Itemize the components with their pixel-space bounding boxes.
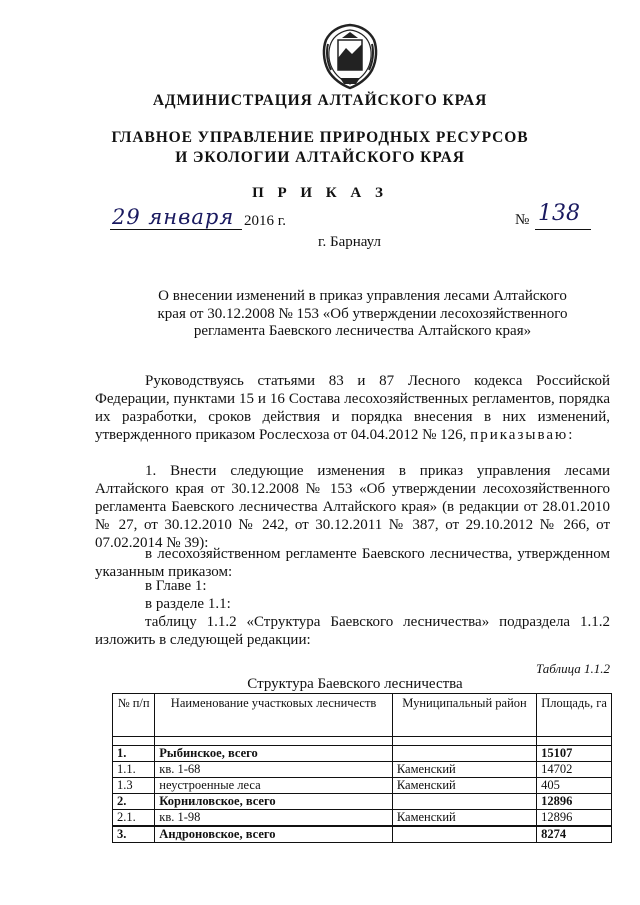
order-word: приказываю:	[470, 427, 575, 443]
handwritten-number: 138	[538, 201, 580, 226]
paragraph-item-1: 1. Внести следующие изменения в приказ управления лесами Алтайского края от 30.12.2008 № 153 «Об утверждении лесохозяйственного регламента Баевского лесничества Алтайского края» (в редакции от 28.01.2010 № 27, от 30.12.2010 № 242, от 30.12.2011 № 387, от 29.10.2012 № 266, от 07.02.2014 № 39):	[95, 463, 610, 551]
cell-name: Корниловское, всего	[155, 794, 393, 810]
table-row	[113, 746, 612, 762]
number-underline	[535, 229, 591, 230]
subject-line-2: края от 30.12.2008 № 153 «Об утверждении лесохозяйственного	[157, 305, 568, 322]
table-row	[113, 810, 612, 827]
cell-num: 2.1.	[113, 810, 155, 827]
order-subject	[120, 288, 605, 341]
number-label: №	[515, 212, 530, 228]
coat-of-arms-icon	[318, 22, 382, 90]
cell-name: Андроновское, всего	[155, 826, 393, 843]
header-num: № п/п	[113, 694, 155, 737]
table-row	[113, 794, 612, 810]
cell-district	[392, 826, 536, 843]
subject-line-3: регламента Баевского лесничества Алтайского края»	[193, 323, 532, 339]
date-year: 2016 г.	[244, 213, 286, 229]
paragraph-regulation: в лесохозяйственном регламенте Баевского лесничества, утвержденном указанным приказом:	[95, 546, 610, 580]
cell-district: Каменский	[392, 778, 536, 794]
header-district: Муниципальный район	[392, 694, 536, 737]
cell-area: 14702	[537, 762, 612, 778]
cell-num: 1.	[113, 746, 155, 762]
cell-area: 12896	[537, 810, 612, 827]
document-type: П Р И К А З	[252, 185, 388, 201]
cell-area: 405	[537, 778, 612, 794]
cell-district	[392, 746, 536, 762]
cell-num: 1.3	[113, 778, 155, 794]
cell-name: кв. 1-98	[155, 810, 393, 827]
department-title	[0, 128, 640, 168]
paragraph-chapter: в Главе 1:	[145, 578, 207, 594]
cell-district	[392, 794, 536, 810]
cell-num: 1.1.	[113, 762, 155, 778]
cell-district: Каменский	[392, 810, 536, 827]
cell-name: кв. 1-68	[155, 762, 393, 778]
table-title: Структура Баевского лесничества	[247, 676, 463, 692]
paragraph-table-ref: таблицу 1.1.2 «Структура Баевского лесничества» подраздела 1.1.2 изложить в следующей редакции:	[95, 614, 610, 648]
date-underline	[110, 229, 242, 230]
header-area: Площадь, га	[537, 694, 612, 737]
header-name: Наименование участковых лесничеств	[155, 694, 393, 737]
city: г. Барнаул	[318, 234, 381, 250]
handwritten-date: 29 января	[112, 205, 235, 229]
table-row	[113, 826, 612, 843]
cell-area: 8274	[537, 826, 612, 843]
table-row	[113, 778, 612, 794]
paragraph-basis	[95, 372, 610, 444]
cell-area: 15107	[537, 746, 612, 762]
basis-text: Руководствуясь статьями 83 и 87 Лесного кодекса Российской Федерации, пунктами 15 и 16 Состава лесохозяйственных регламентов, порядка их разработки, сроков действия и порядка внесения в них изменений, утвержденного приказом Рослесхоза от 04.04.2012 № 126,	[95, 373, 610, 443]
department-line-1: ГЛАВНОЕ УПРАВЛЕНИЕ ПРИРОДНЫХ РЕСУРСОВ	[111, 129, 529, 146]
table-number-label: Таблица 1.1.2	[535, 661, 610, 676]
paragraph-section: в разделе 1.1:	[145, 596, 231, 612]
forestry-structure-table	[112, 693, 612, 843]
cell-num: 3.	[113, 826, 155, 843]
cell-num: 2.	[113, 794, 155, 810]
subject-line-1: О внесении изменений в приказ управления лесами Алтайского	[158, 288, 567, 304]
table-header-row	[113, 694, 612, 737]
department-line-2: И ЭКОЛОГИИ АЛТАЙСКОГО КРАЯ	[175, 149, 465, 166]
cell-district: Каменский	[392, 762, 536, 778]
table-spacer-row	[113, 737, 612, 746]
cell-area: 12896	[537, 794, 612, 810]
cell-name: неустроенные леса	[155, 778, 393, 794]
administration-title: АДМИНИСТРАЦИЯ АЛТАЙСКОГО КРАЯ	[152, 92, 488, 109]
cell-name: Рыбинское, всего	[155, 746, 393, 762]
table-row	[113, 762, 612, 778]
